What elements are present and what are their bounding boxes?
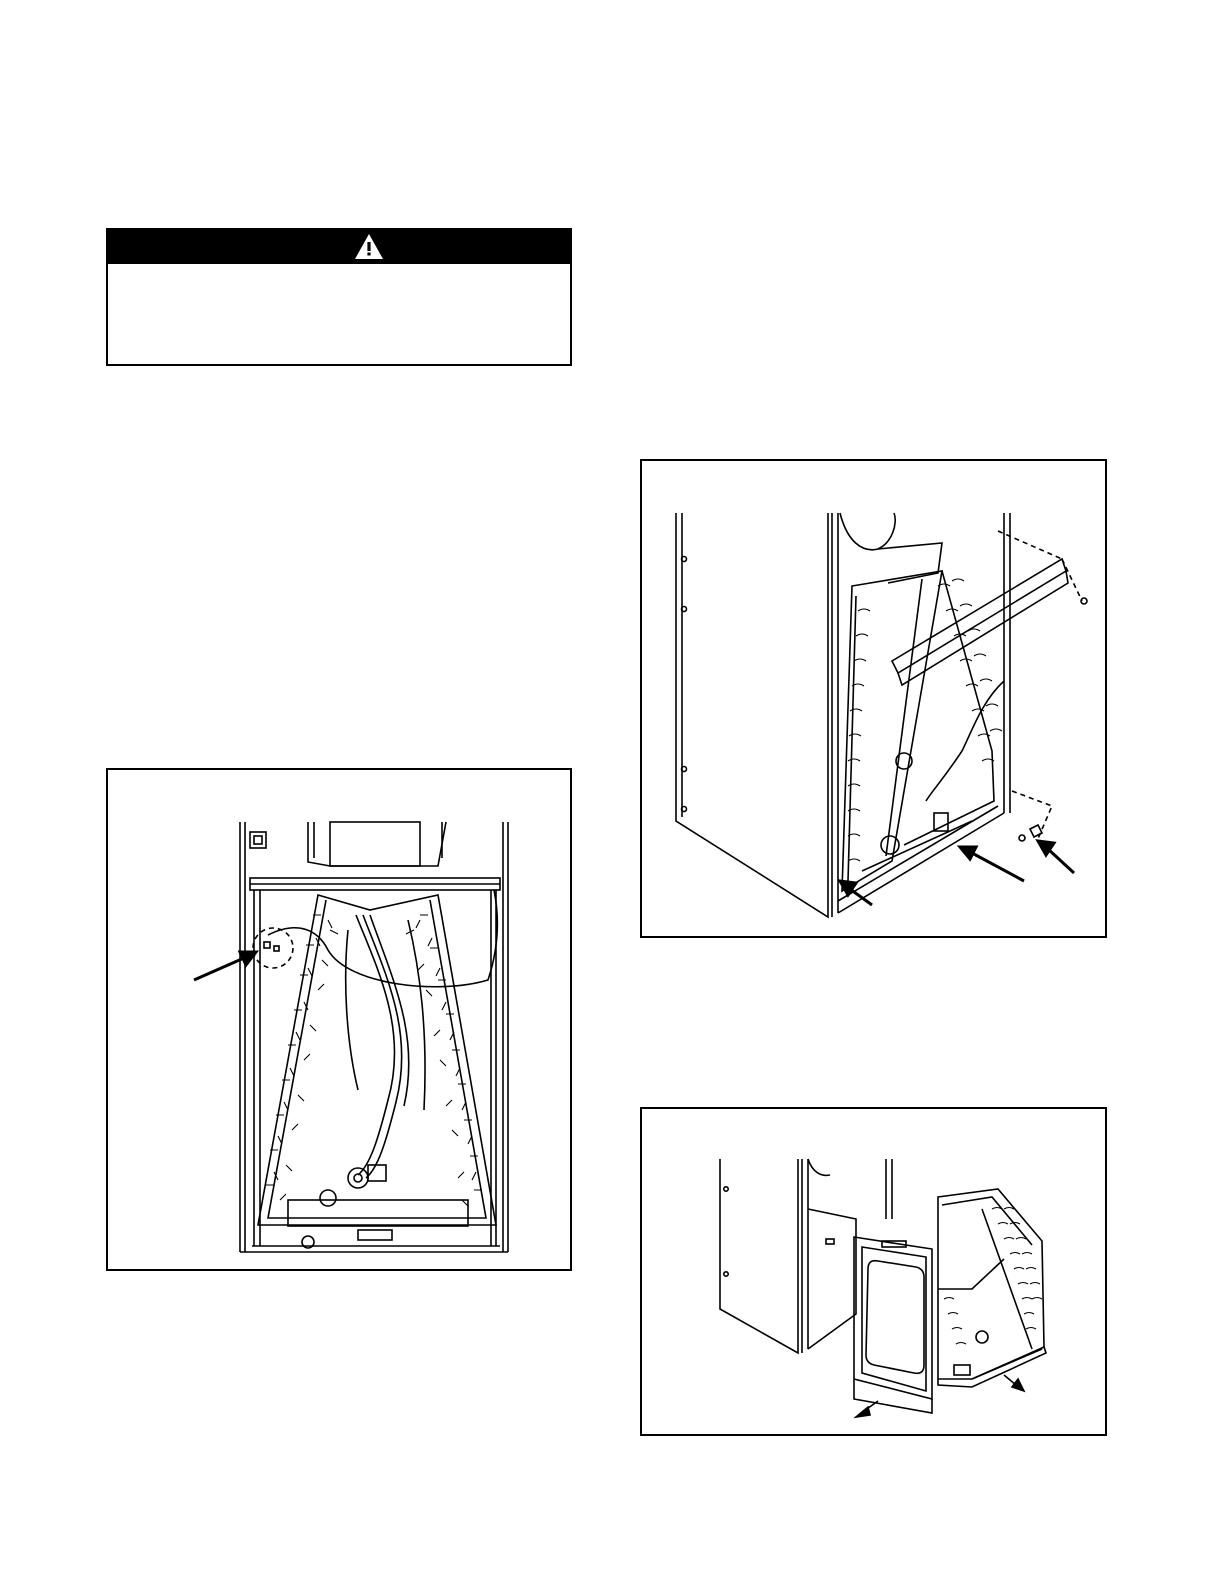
figure-coil-front-view [106,768,572,1271]
coil-front-illustration [108,770,570,1269]
figure-coil-removal-view [640,1107,1107,1436]
warning-box [106,228,572,366]
figure-coil-isometric-view [640,459,1107,938]
warning-triangle-icon [354,233,384,260]
warning-body-text [108,264,570,284]
coil-removal-illustration [642,1109,1105,1434]
warning-header [108,230,570,264]
cabinet-bracket-illustration [642,461,1105,936]
